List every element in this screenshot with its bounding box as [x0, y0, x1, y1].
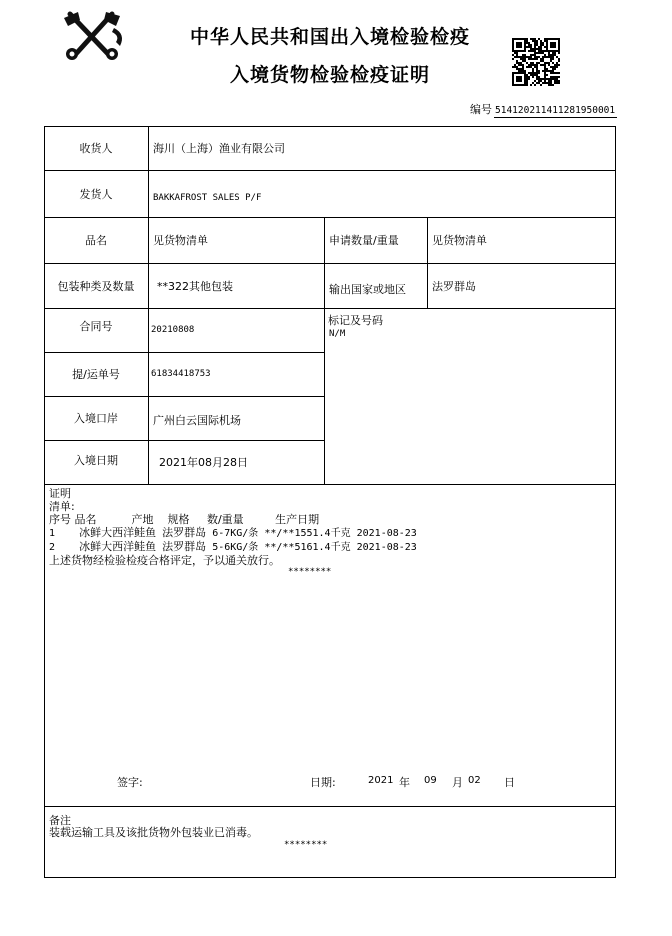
goods-list-header [49, 513, 319, 526]
declared-qty-label: 申请数量/重量 [329, 234, 399, 247]
signature-label: 签字: [117, 776, 143, 789]
bl-value: 61834418753 [151, 369, 211, 379]
packing-value: **322其他包装 [157, 279, 233, 293]
origin-label: 输出国家或地区 [329, 282, 406, 296]
date-day-unit: 日 [504, 776, 515, 789]
remarks-label: 备注 [49, 814, 71, 827]
contract-value: 20210808 [151, 325, 195, 335]
customs-emblem-icon [60, 8, 126, 64]
remarks-section [49, 815, 258, 839]
remarks-text: 装载运输工具及该批货物外包装业已消毒。 [49, 826, 258, 839]
product-value: 见货物清单 [153, 234, 208, 247]
certificate-statement: 上述货物经检验检疫合格评定，予以通关放行。 [49, 554, 280, 567]
product-label: 品名 [85, 234, 107, 247]
marks-label: 标记及号码 [328, 314, 383, 327]
consignor-value: BAKKAFROST SALES P/F [153, 192, 262, 203]
declared-qty-value: 见货物清单 [432, 234, 487, 247]
marks-value: N/M [329, 329, 346, 339]
goods-list-label: 清单: [49, 500, 75, 513]
form-grid [44, 126, 616, 484]
date-label: 日期: [310, 776, 336, 789]
qr-code-icon [512, 38, 560, 86]
entry-date-label: 入境日期 [74, 454, 118, 467]
date-month-unit: 月 [452, 776, 463, 789]
entry-date-value: 2021年08月28日 [159, 456, 248, 469]
col-qty: 数/重量 [206, 513, 244, 526]
col-prod-date: 生产日期 [275, 513, 320, 526]
remarks-end-marker: ******** [284, 840, 328, 850]
goods-row: 1 冰鲜大西洋鲑鱼 法罗群岛 6-7KG/条 **/**1551.4千克 2021-08-23 [49, 526, 417, 539]
serial-number [470, 101, 617, 118]
col-no: 序号 [49, 513, 71, 526]
certificate-heading: 证明 [49, 487, 71, 500]
certificate-section [49, 487, 417, 567]
port-value: 广州白云国际机场 [153, 414, 241, 427]
serial-label: 编号 [470, 103, 492, 116]
date-year: 2021 [368, 775, 394, 786]
col-origin: 产地 [131, 513, 154, 526]
serial-value: 514120211411281950001 [495, 105, 616, 116]
origin-value: 法罗群岛 [432, 279, 476, 293]
goods-row: 2 冰鲜大西洋鲑鱼 法罗群岛 5-6KG/条 **/**5161.4千克 2021-08-23 [49, 540, 417, 553]
certificate-end-marker: ******** [288, 567, 332, 577]
consignee-value: 海川（上海）渔业有限公司 [153, 142, 285, 155]
document-subtitle: 入境货物检验检疫证明 [229, 64, 430, 86]
date-month: 09 [424, 775, 437, 786]
date-day: 02 [468, 775, 481, 786]
contract-label: 合同号 [79, 320, 113, 333]
date-year-unit: 年 [399, 776, 410, 789]
port-label: 入境口岸 [74, 412, 118, 425]
col-name: 品名 [74, 513, 97, 526]
packing-label: 包装种类及数量 [57, 279, 135, 293]
bl-label: 提/运单号 [72, 368, 120, 381]
col-spec: 规格 [167, 513, 190, 526]
document-title: 中华人民共和国出入境检验检疫 [189, 26, 470, 48]
consignee-label: 收货人 [79, 142, 113, 155]
consignor-label: 发货人 [79, 187, 113, 201]
